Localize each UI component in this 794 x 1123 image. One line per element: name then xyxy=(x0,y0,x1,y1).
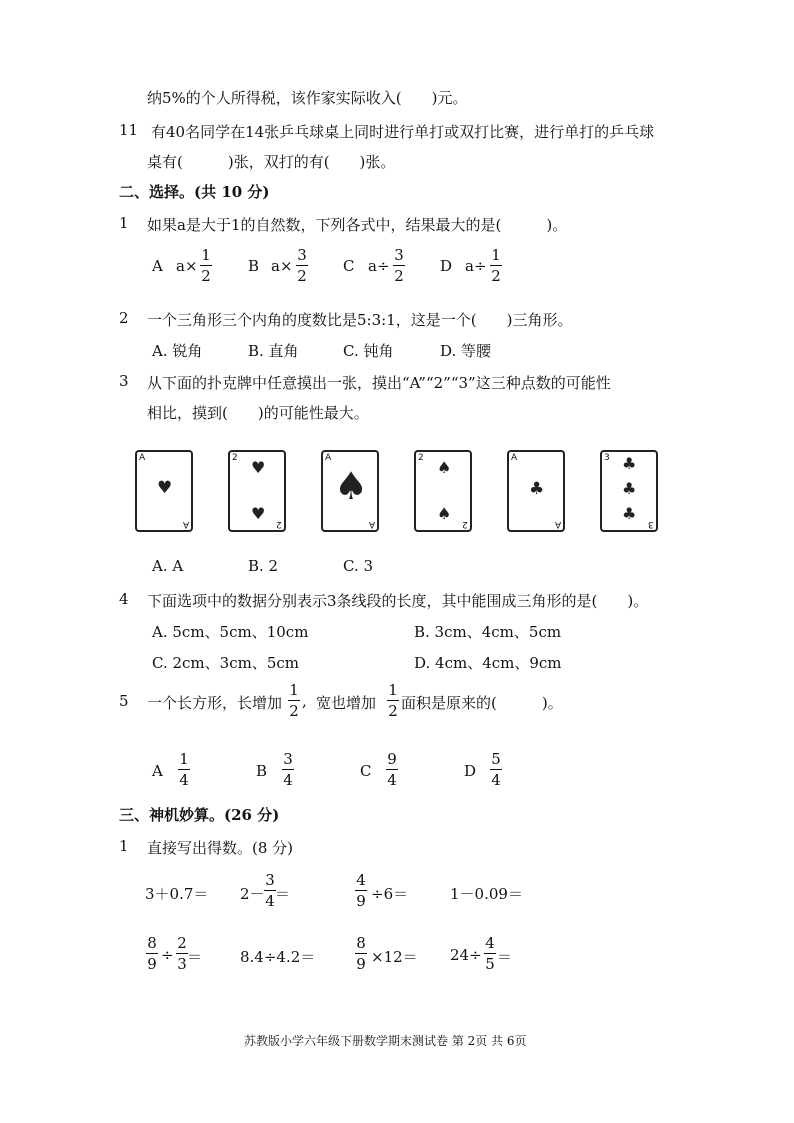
denominator: 4 xyxy=(283,771,293,789)
denominator: 4 xyxy=(387,771,397,789)
expr-part: ＝ xyxy=(497,948,513,966)
option-expr: a× xyxy=(176,257,198,275)
question-number: 5 xyxy=(119,692,129,710)
question-number: 1 xyxy=(119,837,129,855)
fraction xyxy=(282,750,294,789)
numerator: 1 xyxy=(289,681,299,699)
question-5-text-end: 面积是原来的( )。 xyxy=(401,694,563,712)
fraction xyxy=(355,934,367,973)
numerator: 1 xyxy=(491,246,501,264)
option-expr: a÷ xyxy=(368,257,390,275)
denominator: 9 xyxy=(147,955,157,973)
expr-part: ＝ xyxy=(275,885,291,903)
question-number: 2 xyxy=(119,309,129,327)
denominator: 4 xyxy=(265,892,275,910)
question-11-text-cont: 桌有( )张，双打的有( )张。 xyxy=(147,153,396,171)
question-text: 直接写出得数。(8 分) xyxy=(147,839,294,857)
playing-card-two-spades xyxy=(414,450,472,532)
club-icon: ♣ xyxy=(622,454,637,473)
card-rank: 3 xyxy=(648,519,654,529)
numerator: 4 xyxy=(485,934,495,952)
question-4-text: 下面选项中的数据分别表示3条线段的长度，其中能围成三角形的是( )。 xyxy=(147,592,649,610)
calc-expression: 8.4÷4.2＝ xyxy=(240,948,316,966)
q4-option-a: A. 5cm、5cm、10cm xyxy=(152,623,309,641)
spade-icon: ♠ xyxy=(334,464,369,508)
q2-option-a: A. 锐角 xyxy=(152,342,203,360)
denominator: 2 xyxy=(201,267,211,285)
expr-part: ÷6＝ xyxy=(371,885,409,903)
denominator: 2 xyxy=(297,267,307,285)
question-5-text-mid: 宽也增加 xyxy=(316,694,377,712)
numerator: 4 xyxy=(356,871,366,889)
fraction xyxy=(490,750,502,789)
question-3-text-cont: 相比，摸到( )的可能性最大。 xyxy=(147,404,369,422)
denominator: 2 xyxy=(394,267,404,285)
option-expr: a× xyxy=(271,257,293,275)
numerator: 3 xyxy=(297,246,307,264)
denominator: 4 xyxy=(179,771,189,789)
option-label: B xyxy=(256,762,268,780)
card-rank: A xyxy=(139,453,146,463)
expr-part: 2－ xyxy=(240,885,265,903)
fraction xyxy=(386,750,398,789)
calc-expression: 1－0.09＝ xyxy=(450,885,523,903)
club-icon: ♣ xyxy=(529,479,545,499)
q2-option-b: B. 直角 xyxy=(248,342,299,360)
page-footer: 苏教版小学六年级下册数学期末测试卷 第 2页 共 6页 xyxy=(244,1034,527,1048)
question-3-text: 从下面的扑克牌中任意摸出一张，摸出“A”“2”“3”这三种点数的可能性 xyxy=(147,374,611,392)
option-expr: a÷ xyxy=(465,257,487,275)
fraction xyxy=(484,934,496,973)
option-label: D xyxy=(440,257,453,275)
denominator: 3 xyxy=(177,955,187,973)
denominator: 9 xyxy=(356,955,366,973)
numerator: 1 xyxy=(201,246,211,264)
calc-expression: 3＋0.7＝ xyxy=(145,885,209,903)
fraction xyxy=(296,246,308,285)
playing-card-three-clubs xyxy=(600,450,658,532)
fraction xyxy=(146,934,158,973)
option-label: A xyxy=(152,257,163,275)
denominator: 2 xyxy=(491,267,501,285)
question-2-text: 一个三角形三个内角的度数比是5:3:1，这是一个( )三角形。 xyxy=(147,311,573,329)
card-rank: A xyxy=(511,453,518,463)
question-5-text: 一个长方形，长增加 xyxy=(147,694,283,712)
numerator: 5 xyxy=(491,750,501,768)
q2-option-d: D. 等腰 xyxy=(440,342,492,360)
option-label: D xyxy=(464,762,477,780)
card-rank: 2 xyxy=(418,453,424,463)
option-label: B xyxy=(248,257,260,275)
card-rank: 3 xyxy=(604,453,610,463)
card-rank: A xyxy=(368,519,375,529)
spade-icon: ♠ xyxy=(437,504,452,523)
q4-option-b: B. 3cm、4cm、5cm xyxy=(414,623,562,641)
fill-in-continuation: 纳5%的个人所得税，该作家实际收入( )元。 xyxy=(147,89,468,107)
club-icon: ♣ xyxy=(622,504,637,523)
numerator: 2 xyxy=(177,934,187,952)
q3-option-a: A. A xyxy=(152,557,184,575)
card-rank: 2 xyxy=(232,453,238,463)
denominator: 4 xyxy=(491,771,501,789)
fraction xyxy=(355,871,367,910)
heart-icon: ♥ xyxy=(157,478,173,498)
q4-option-d: D. 4cm、4cm、9cm xyxy=(414,654,562,672)
fraction xyxy=(200,246,212,285)
separator: , xyxy=(302,692,307,710)
fraction xyxy=(387,681,399,720)
question-number: 3 xyxy=(119,372,129,390)
q2-option-c: C. 钝角 xyxy=(343,342,394,360)
question-1-text: 如果a是大于1的自然数，下列各式中，结果最大的是( )。 xyxy=(147,216,568,234)
expr-part: ÷ xyxy=(161,946,174,964)
fraction xyxy=(288,681,300,720)
spade-icon: ♠ xyxy=(437,458,452,477)
playing-card-ace-clubs xyxy=(507,450,565,532)
fraction xyxy=(393,246,405,285)
numerator: 1 xyxy=(388,681,398,699)
denominator: 9 xyxy=(356,892,366,910)
numerator: 3 xyxy=(283,750,293,768)
section-title: 三、神机妙算。(26 分) xyxy=(119,806,280,824)
fraction xyxy=(490,246,502,285)
playing-card-ace-spades xyxy=(321,450,379,532)
question-number: 1 xyxy=(119,214,129,232)
card-rank: A xyxy=(182,519,189,529)
playing-card-ace-hearts xyxy=(135,450,193,532)
numerator: 3 xyxy=(265,871,275,889)
heart-icon: ♥ xyxy=(251,458,266,477)
question-11-text: 有40名同学在14张乒乓球桌上同时进行单打或双打比赛，进行单打的乒乓球 xyxy=(151,123,655,141)
club-icon: ♣ xyxy=(622,479,637,498)
q3-option-c: C. 3 xyxy=(343,557,374,575)
q4-option-c: C. 2cm、3cm、5cm xyxy=(152,654,299,672)
denominator: 2 xyxy=(388,702,398,720)
heart-icon: ♥ xyxy=(251,504,266,523)
numerator: 9 xyxy=(387,750,397,768)
card-rank: 2 xyxy=(276,519,282,529)
expr-part: ×12＝ xyxy=(371,948,418,966)
fraction xyxy=(178,750,190,789)
section-title: 二、选择。(共 10 分) xyxy=(119,183,270,201)
card-rank: A xyxy=(325,453,332,463)
denominator: 2 xyxy=(289,702,299,720)
card-rank: A xyxy=(554,519,561,529)
question-number: 11 xyxy=(119,121,139,139)
playing-card-two-hearts xyxy=(228,450,286,532)
option-label: A xyxy=(152,762,163,780)
option-label: C xyxy=(360,762,372,780)
q3-option-b: B. 2 xyxy=(248,557,279,575)
numerator: 8 xyxy=(147,934,157,952)
question-number: 4 xyxy=(119,590,129,608)
numerator: 1 xyxy=(179,750,189,768)
denominator: 5 xyxy=(485,955,495,973)
expr-part: 24÷ xyxy=(450,946,482,964)
numerator: 3 xyxy=(394,246,404,264)
numerator: 8 xyxy=(356,934,366,952)
expr-part: ＝ xyxy=(187,948,203,966)
card-rank: 2 xyxy=(462,519,468,529)
option-label: C xyxy=(343,257,355,275)
